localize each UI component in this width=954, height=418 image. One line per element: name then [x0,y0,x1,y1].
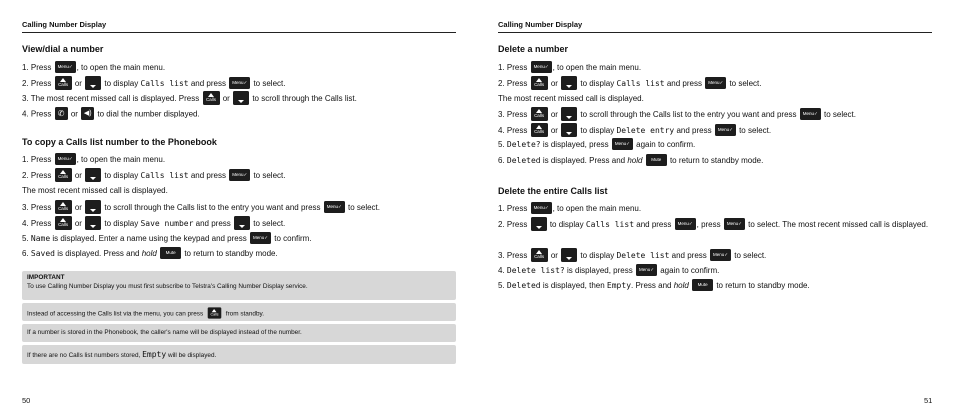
phonebook-key-icon [85,168,101,182]
calls-key-icon: Calls [531,123,548,137]
step: 4. Press ✆ or ◀) to dial the number displayed. [22,109,200,119]
menu-key-icon: Menu✓ [705,77,726,89]
phonebook-key-icon [561,123,577,137]
calls-key-icon: Calls [203,91,220,105]
calls-key-icon: Calls [531,248,548,262]
menu-key-icon: Menu✓ [55,153,76,165]
step: 6. Deleted is displayed. Press and hold Mute to return to standby mode. [498,155,763,167]
note-box: Instead of accessing the Calls list via the menu, you can press Calls from standby. [22,303,456,321]
step: 3. Press Calls or to scroll through the Calls list to the entry you want and press Menu✓ to select. [22,201,380,215]
step: 2. Press Calls or to display Calls list and press Menu✓ to select. [498,77,761,91]
calls-key-icon: Calls [55,76,72,90]
phonebook-key-icon [561,76,577,90]
step: 1. Press Menu✓ , to open the main menu. [498,203,641,215]
important-text: To use Calling Number Display you must first subscribe to Telstra's Calling Number Display service. [27,283,308,290]
step: 1. Press Menu✓ , to open the main menu. [498,62,641,74]
phonebook-key-icon [561,248,577,262]
phonebook-key-icon [85,216,101,230]
phonebook-key-icon [233,91,249,105]
mute-key-icon: Mute [646,154,667,166]
step-note: The most recent missed call is displayed. [22,186,168,195]
section-title: Delete a number [498,44,569,54]
menu-key-icon: Menu✓ [710,249,731,261]
step: 3. The most recent missed call is displayed. Press Calls or to scroll through the Calls list. [22,92,357,106]
menu-key-icon: Menu✓ [250,232,271,244]
mute-key-icon: Mute [692,279,713,291]
step: 6. Saved is displayed. Press and hold Mute to return to standby mode. [22,248,278,260]
important-title: IMPORTANT [27,274,65,281]
phonebook-key-icon [234,216,250,230]
step: 5. Deleted is displayed, then Empty. Press and hold Mute to return to standby mode. [498,280,810,292]
step: 5. Name is displayed. Enter a name using the keypad and press Menu✓ to confirm. [22,233,312,245]
page-number: 51 [924,396,933,405]
menu-key-icon: Menu✓ [531,202,552,214]
step: 2. Press Calls or to display Calls list and press Menu✓ to select. [22,169,285,183]
phonebook-key-icon [85,200,101,214]
step: 1. Press Menu✓ , to open the main menu. [22,62,165,74]
phonebook-key-icon [85,76,101,90]
step: 3. Press Calls or to display Delete list and press Menu✓ to select. [498,249,766,263]
menu-key-icon: Menu✓ [55,61,76,73]
calls-key-icon: Calls [531,107,548,121]
calls-key-icon: Calls [208,307,222,318]
note-box: If there are no Calls list numbers stored, Empty will be displayed. [22,345,456,364]
speaker-key-icon: ◀) [81,107,94,120]
phonebook-key-icon [531,217,547,231]
calls-key-icon: Calls [531,76,548,90]
step: 1. Press Menu✓ , to open the main menu. [22,154,165,166]
menu-key-icon: Menu✓ [531,61,552,73]
menu-key-icon: Menu✓ [675,218,696,230]
talk-key-icon: ✆ [55,107,68,120]
page-header: Calling Number Display [22,20,456,33]
step: 2. Press to display Calls list and press Menu✓ , press Menu✓ to select. The most recent missed call is displayed. [498,218,932,232]
section-title: View/dial a number [22,44,104,54]
step: 4. Press Calls or to display Save number and press to select. [22,217,285,231]
calls-key-icon: Calls [55,168,72,182]
page-header: Calling Number Display [498,20,932,33]
menu-key-icon: Menu✓ [229,77,250,89]
calls-key-icon: Calls [55,200,72,214]
step: 3. Press Calls or to scroll through the Calls list to the entry you want and press Menu✓ to select. [498,108,856,122]
note-box: If a number is stored in the Phonebook, the caller's name will be displayed instead of the number. [22,324,456,342]
menu-key-icon: Menu✓ [724,218,745,230]
menu-key-icon: Menu✓ [636,264,657,276]
step: 2. Press Calls or to display Calls list and press Menu✓ to select. [22,77,285,91]
calls-key-icon: Calls [55,216,72,230]
step: 4. Delete list? is displayed, press Menu✓ again to confirm. [498,265,719,277]
step: 5. Delete? is displayed, press Menu✓ again to confirm. [498,139,695,151]
section-title: Delete the entire Calls list [498,186,608,196]
menu-key-icon: Menu✓ [612,138,633,150]
step: 4. Press Calls or to display Delete entry and press Menu✓ to select. [498,124,771,138]
phonebook-key-icon [561,107,577,121]
menu-key-icon: Menu✓ [715,124,736,136]
menu-key-icon: Menu✓ [229,169,250,181]
step-note: The most recent missed call is displayed. [498,94,644,103]
section-title: To copy a Calls list number to the Phonebook [22,137,217,147]
page-number: 50 [22,396,31,405]
menu-key-icon: Menu✓ [324,201,345,213]
important-box [22,271,456,300]
mute-key-icon: Mute [160,247,181,259]
menu-key-icon: Menu✓ [800,108,821,120]
